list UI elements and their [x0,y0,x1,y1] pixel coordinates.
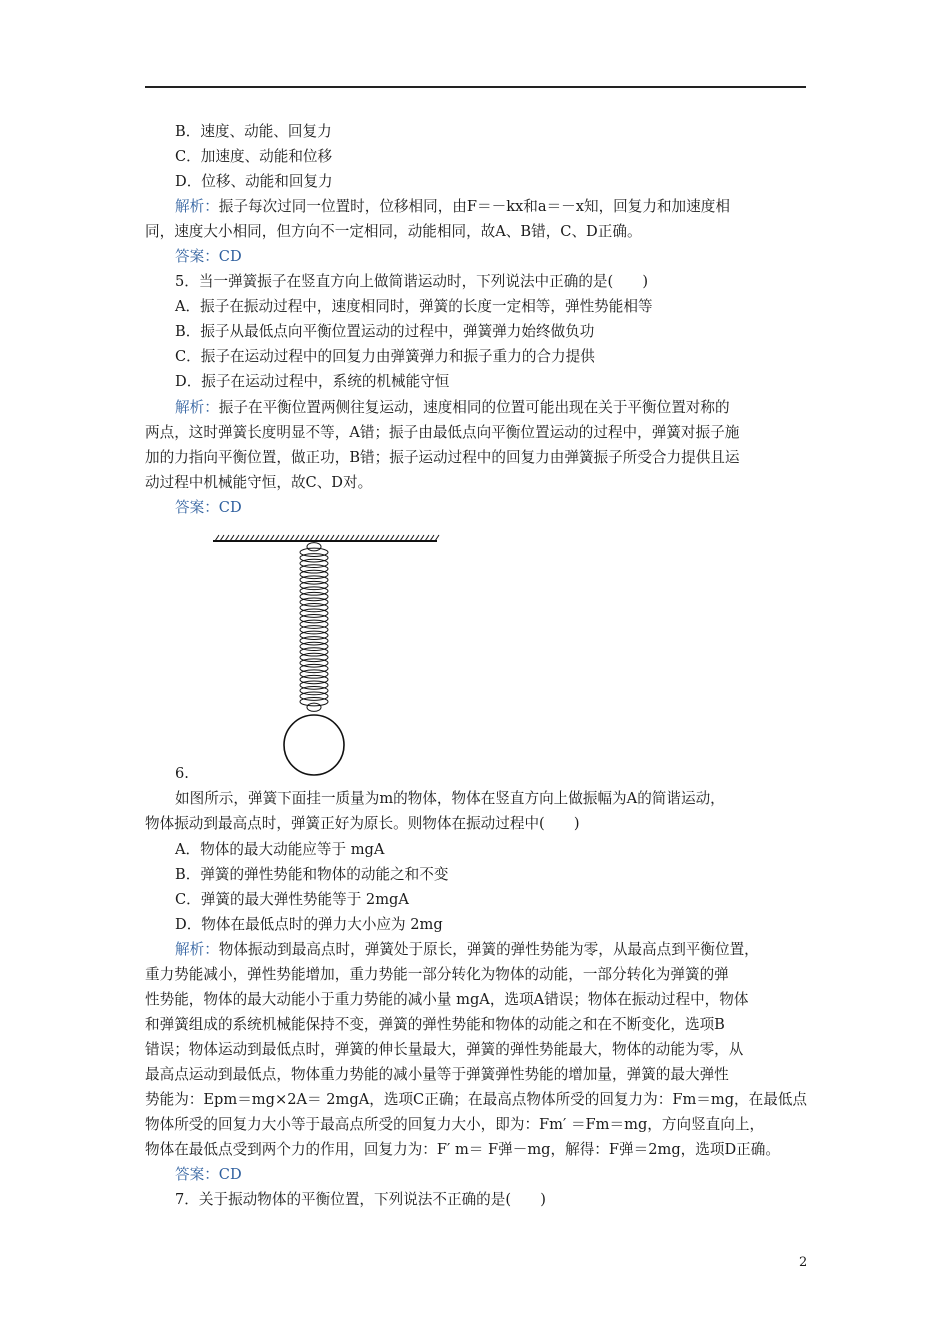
option-b: B．速度、动能、回复力 [175,123,332,140]
question-7: 7．关于振动物体的平衡位置，下列说法不正确的是( ) [175,1191,546,1208]
analysis-line: 解析：振子在平衡位置两侧往复运动，速度相同的位置可能出现在关于平衡位置对称的 [175,399,730,416]
option-c: C．弹簧的最大弹性势能等于 2mgA [175,891,409,908]
page-number: 2 [799,1255,808,1270]
analysis-line: 性势能，物体的最大动能小于重力势能的减小量 mgA，选项A错误；物体在振动过程中，物体 [145,991,749,1008]
analysis-line: 物体在最低点受到两个力的作用，回复力为：F′ m＝ F弹－mg，解得：F弹＝2mg，选项D正确。 [145,1141,780,1158]
analysis-label: 解析： [175,941,219,958]
option-b: B．弹簧的弹性势能和物体的动能之和不变 [175,866,449,883]
answer-line: 答案：CD [175,248,242,265]
analysis-line: 和弹簧组成的系统机械能保持不变，弹簧的弹性势能和物体的动能之和在不断变化，选项B [145,1016,725,1033]
answer-line: 答案：CD [175,499,242,516]
analysis-label: 解析： [175,399,219,416]
analysis-line: 物体所受的回复力大小等于最高点所受的回复力大小，即为：Fm′ ＝Fm＝mg，方向竖直向上， [145,1116,765,1133]
analysis-line: 同，速度大小相同，但方向不一定相同，动能相同，故A、B错，C、D正确。 [145,223,642,240]
analysis-line: 错误；物体运动到最低点时，弹簧的伸长量最大，弹簧的弹性势能最大，物体的动能为零，从 [145,1041,744,1058]
analysis-line: 最高点运动到最低点，物体重力势能的减小量等于弹簧弹性势能的增加量，弹簧的最大弹性 [145,1066,729,1083]
question-6: 如图所示，弹簧下面挂一质量为m的物体，物体在竖直方向上做振幅为A的简谐运动， [175,790,725,807]
option-a: A．振子在振动过程中，速度相同时，弹簧的长度一定相等，弹性势能相等 [175,298,653,315]
question-5: 5．当一弹簧振子在竖直方向上做简谐运动时，下列说法中正确的是( ) [175,273,649,290]
answer-line: 答案：CD [175,1166,242,1183]
option-d: D．振子在运动过程中，系统的机械能守恒 [175,373,450,390]
spring-mass-figure [205,532,441,776]
option-c: C．振子在运动过程中的回复力由弹簧弹力和振子重力的合力提供 [175,348,595,365]
option-d: D．物体在最低点时的弹力大小应为 2mg [175,916,443,933]
analysis-line: 解析：物体振动到最高点时，弹簧处于原长，弹簧的弹性势能为零，从最高点到平衡位置， [175,941,759,958]
analysis-line: 动过程中机械能守恒，故C、D对。 [145,474,373,491]
answer-label: 答案： [175,248,219,265]
analysis-line: 解析：振子每次过同一位置时，位移相同，由F＝－kx和a＝－x知，回复力和加速度相 [175,198,730,215]
answer-label: 答案： [175,499,219,516]
spring-coil [300,543,328,712]
analysis-label: 解析： [175,198,219,215]
analysis-line: 加的力指向平衡位置，做正功，B错；振子运动过程中的回复力由弹簧振子所受合力提供且运 [145,449,740,466]
option-d: D．位移、动能和回复力 [175,173,333,190]
question-6: 物体振动到最高点时，弹簧正好为原长。则物体在振动过程中( ) [145,815,580,832]
header-rule [145,86,806,88]
mass-ball [284,715,344,775]
analysis-line: 重力势能减小，弹性势能增加，重力势能一部分转化为物体的动能，一部分转化为弹簧的弹 [145,966,729,983]
answer-label: 答案： [175,1166,219,1183]
question-6-number: 6. [175,765,189,782]
analysis-line: 两点，这时弹簧长度明显不等，A错；振子由最低点向平衡位置运动的过程中，弹簧对振子施 [145,424,740,441]
analysis-line: 势能为：Epm＝mg×2A＝ 2mgA，选项C正确；在最高点物体所受的回复力为：Fm＝mg，在最低点 [145,1091,808,1108]
option-b: B．振子从最低点向平衡位置运动的过程中，弹簧弹力始终做负功 [175,323,595,340]
option-c: C．加速度、动能和位移 [175,148,333,165]
option-a: A．物体的最大动能应等于 mgA [175,841,385,858]
